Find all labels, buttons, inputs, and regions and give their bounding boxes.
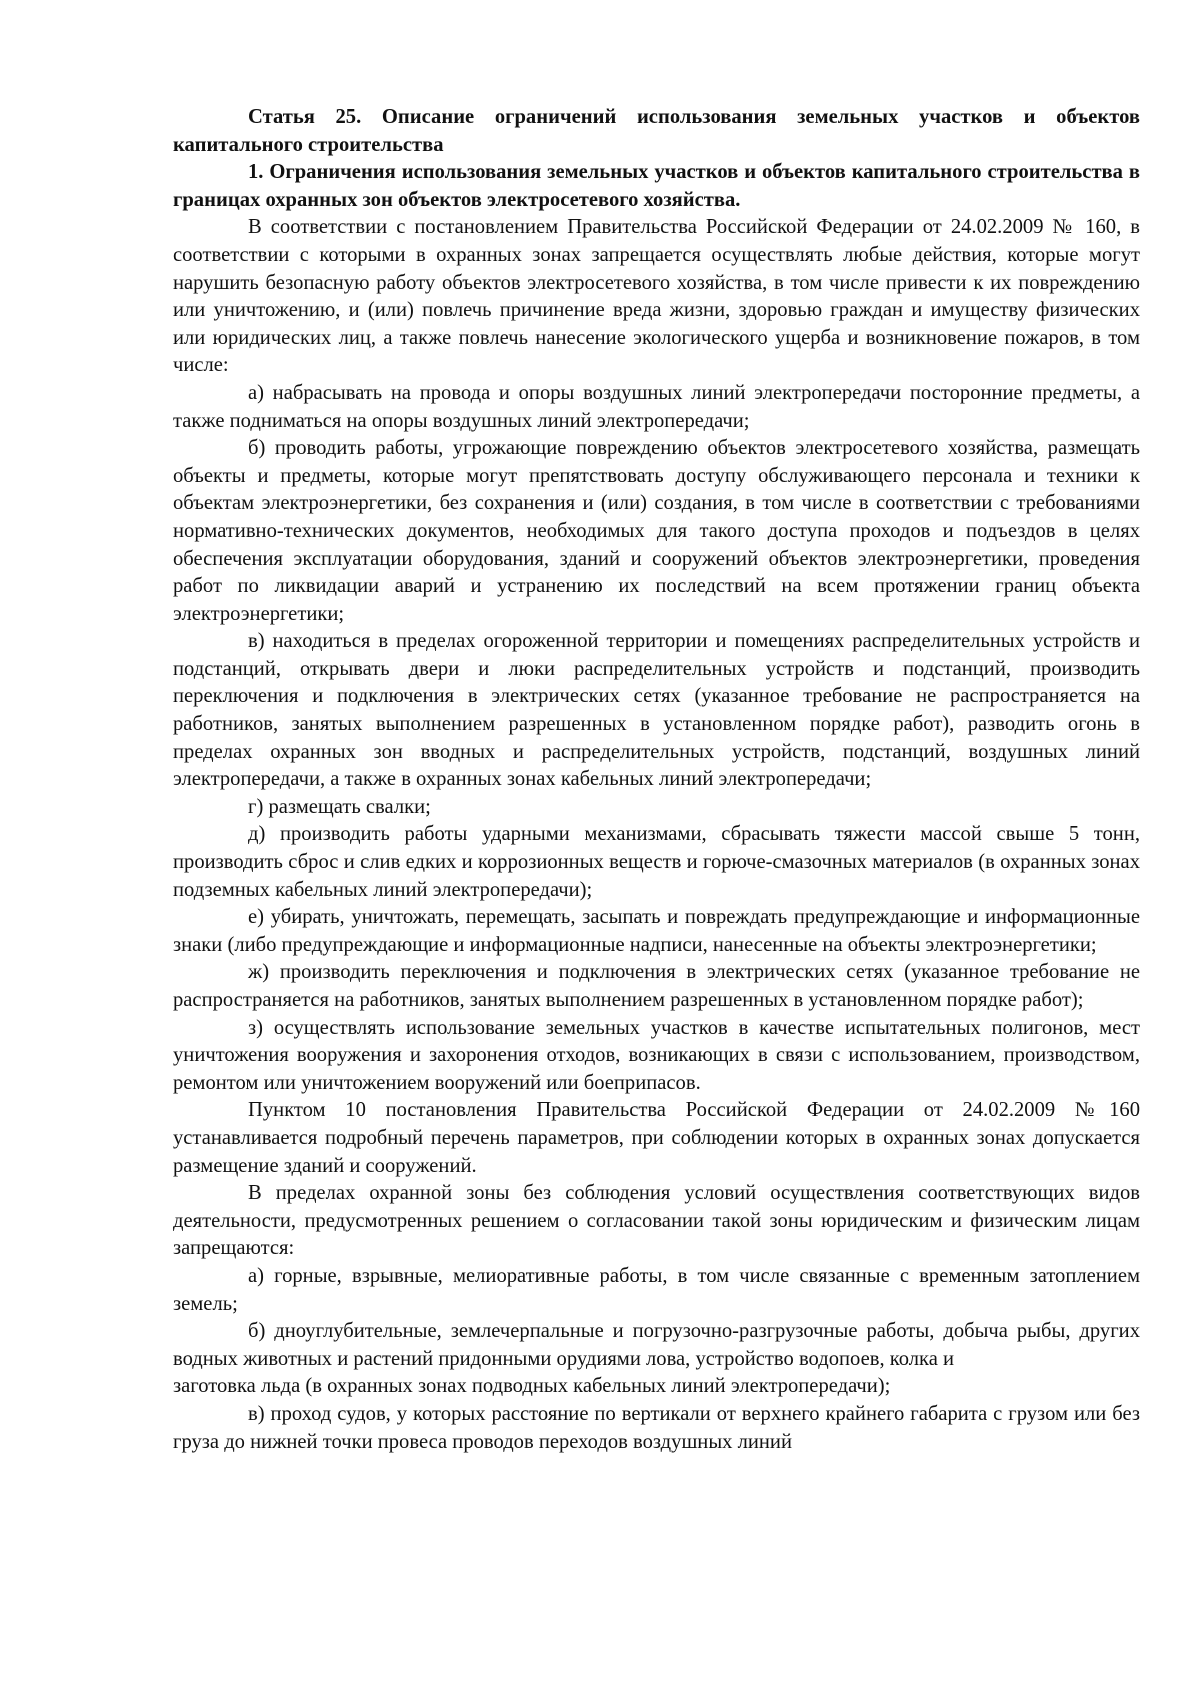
list-item: д) производить работы ударными механизмами, сбрасывать тяжести массой свыше 5 тонн, производить сброс и слив едких и коррозионных веществ и горюче-смазочных материалов (в охранных зонах подземных кабельных линий электропередачи); xyxy=(173,823,1140,901)
list-item-continuation: заготовка льда (в охранных зонах подводных кабельных линий электропередачи); xyxy=(173,1375,891,1398)
list-item: з) осуществлять использование земельных участков в качестве испытательных полигонов, мест уничтожения вооружения и захоронения отходов, возникающих в связи с использованием, производством, ремонтом или уничтожением вооружений или боеприпасов. xyxy=(173,1016,1140,1094)
list-item: в) находиться в пределах огороженной территории и помещениях распределительных устройств и подстанций, открывать двери и люки распределительных устройств и подстанций, производить переключения и подключения в электрических сетях (указанное требование не распространяется на работников, занятых выполнением разрешенных в установленном порядке работ), разводить огонь в пределах охранных зон вводных и распределительных устройств, подстанций, воздушных линий электропередачи, а также в охранных зонах кабельных линий электропередачи; xyxy=(173,630,1140,791)
list-item: а) набрасывать на провода и опоры воздушных линий электропередачи посторонние предметы, а также подниматься на опоры воздушных линий электропередачи; xyxy=(173,381,1140,432)
document-page xyxy=(173,104,1140,1456)
list-item: е) убирать, уничтожать, перемещать, засыпать и повреждать предупреждающие и информационные знаки (либо предупреждающие и информационные надписи, нанесенные на объекты электроэнергетики; xyxy=(173,906,1140,956)
list-item: ж) производить переключения и подключения в электрических сетях (указанное требование не распространяется на работников, занятых выполнением разрешенных в установленном порядке работ); xyxy=(173,961,1140,1011)
list-item: г) размещать свалки; xyxy=(248,795,431,818)
section-heading: 1. Ограничения использования земельных участков и объектов капитального строительства в границах охранных зон объектов электросетевого хозяйства. xyxy=(173,161,1140,211)
paragraph: В соответствии с постановлением Правительства Российской Федерации от 24.02.2009 № 160, в соответствии с которыми в охранных зонах запрещается осуществлять любые действия, которые могут нарушить безопасную работу объектов электросетевого хозяйства, в том числе привести к их повреждению или уничтожению, и (или) повлечь причинение вреда жизни, здоровью граждан и имуществу физических или юридических лиц, а также повлечь нанесение экологического ущерба и возникновение пожаров, в том числе: xyxy=(173,216,1140,377)
list-item: б) дноуглубительные, землечерпальные и погрузочно-разгрузочные работы, добыча рыбы, других водных животных и растений придонными орудиями лова, устройство водопоев, колка и xyxy=(173,1320,1140,1370)
paragraph: Пунктом 10 постановления Правительства Российской Федерации от 24.02.2009 №160 устанавливается подробный перечень параметров, при соблюдении которых в охранных зонах допускается размещение зданий и сооружений. xyxy=(173,1099,1140,1177)
article-heading: Статья 25. Описание ограничений использования земельных участков и объектов капитального строительства xyxy=(173,106,1140,156)
paragraph: В пределах охранной зоны без соблюдения условий осуществления соответствующих видов деятельности, предусмотренных решением о согласовании такой зоны юридическим и физическим лицам запрещаются: xyxy=(173,1182,1140,1260)
list-item: б) проводить работы, угрожающие повреждению объектов электросетевого хозяйства, размещать объекты и предметы, которые могут препятствовать доступу обслуживающего персонала и техники к объектам электроэнергетики, без сохранения и (или) создания, в том числе в соответствии с требованиями нормативно-технических документов, необходимых для такого доступа проходов и подъездов в целях обеспечения эксплуатации оборудования, зданий и сооружений объектов электроэнергетики, проведения работ по ликвидации аварий и устранению их последствий на всем протяжении границ объекта электроэнергетики; xyxy=(173,437,1140,625)
list-item: а) горные, взрывные, мелиоративные работы, в том числе связанные с временным затоплением земель; xyxy=(173,1264,1140,1315)
list-item: в) проход судов, у которых расстояние по вертикали от верхнего крайнего габарита с грузом или без груза до нижней точки провеса проводов переходов воздушных линий xyxy=(173,1402,1140,1453)
